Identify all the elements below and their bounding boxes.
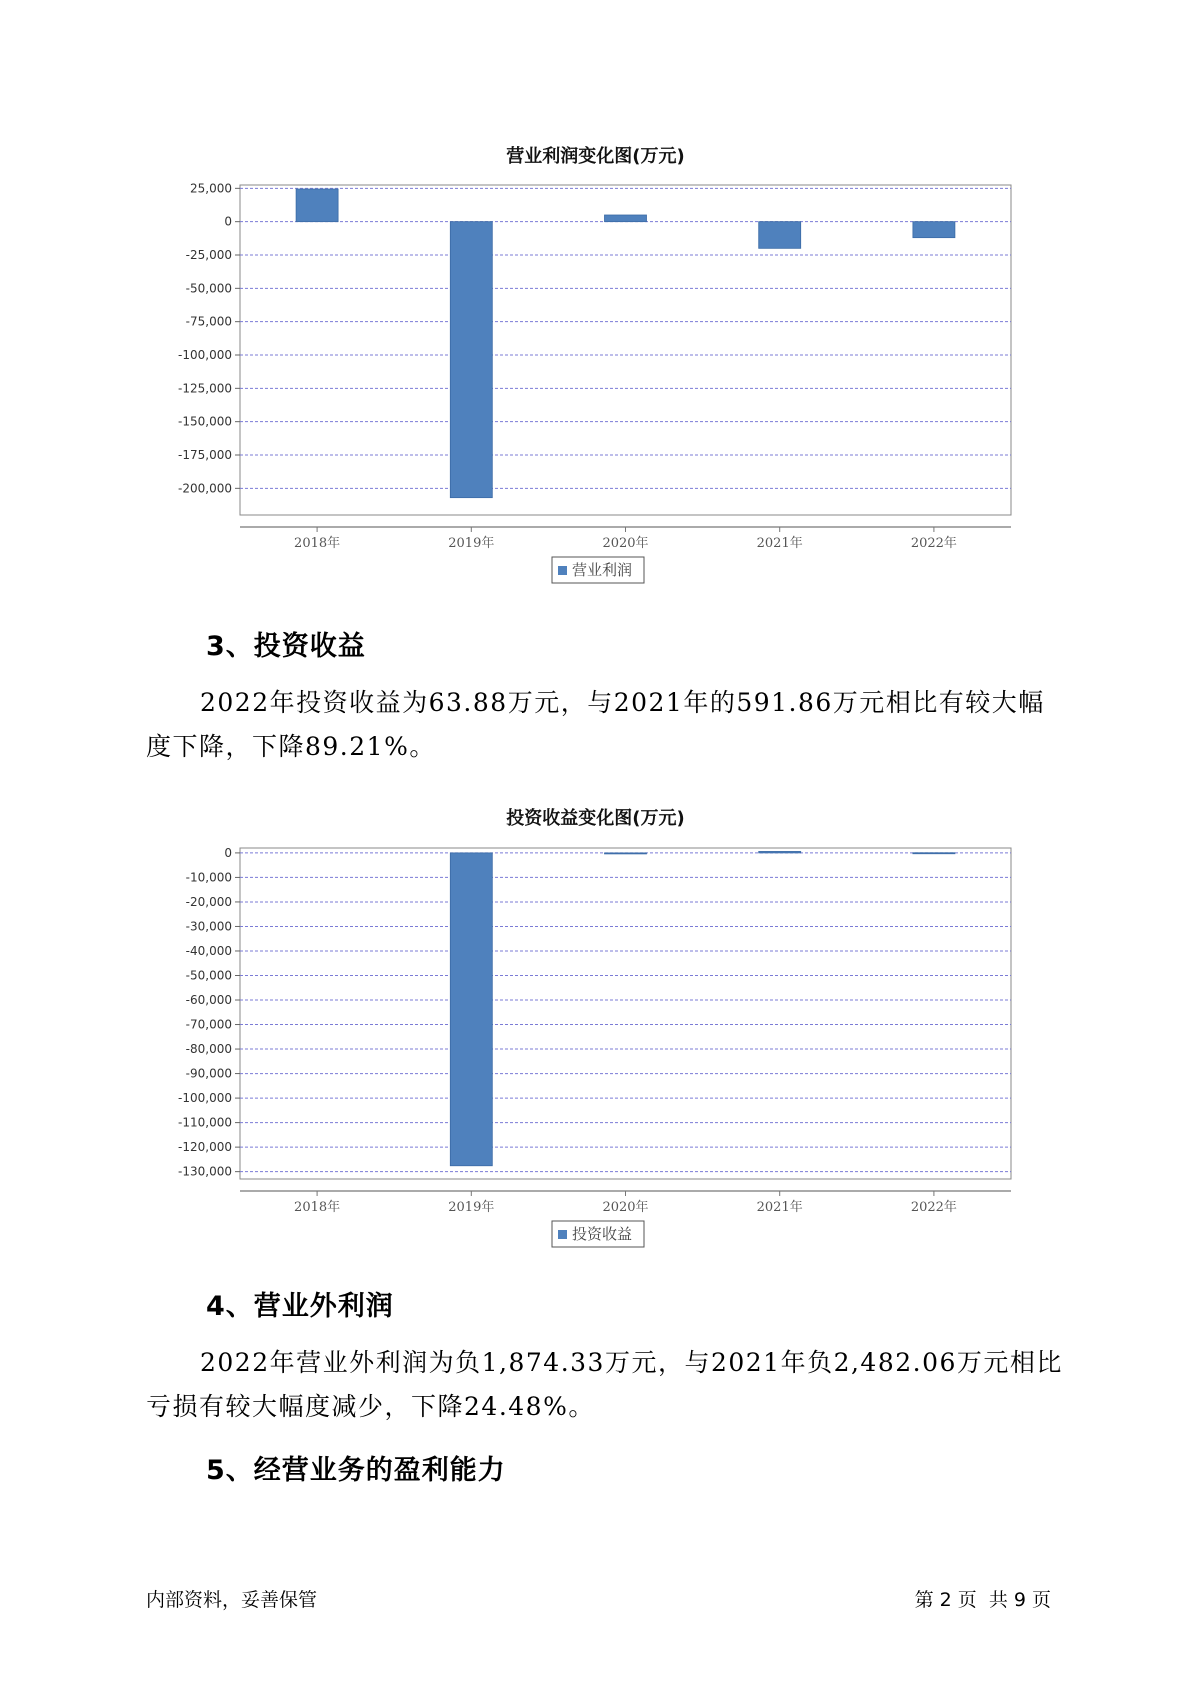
y-tick-label: -100,000: [178, 348, 232, 362]
bar-2022年: [913, 853, 955, 854]
y-tick-label: -100,000: [178, 1091, 232, 1106]
section-heading-non-operating-profit: 4、营业外利润: [206, 1291, 394, 1322]
footer-confidential-note: 内部资料，妥善保管: [146, 1589, 318, 1611]
y-tick-label: -80,000: [185, 1042, 232, 1057]
bar-2019年: [450, 222, 492, 498]
plot-area: [240, 185, 1011, 515]
y-tick-label: -175,000: [178, 448, 232, 462]
y-tick-label: -50,000: [185, 968, 232, 983]
y-tick-label: -25,000: [185, 248, 232, 262]
bar-2018年: [296, 189, 338, 222]
y-tick-label: 0: [224, 214, 232, 229]
bar-2019年: [450, 853, 492, 1166]
x-tick-label: 2021年: [756, 1200, 803, 1215]
x-tick-label: 2022年: [910, 1200, 957, 1215]
y-tick-label: -130,000: [178, 1164, 232, 1179]
bar-2022年: [913, 222, 955, 238]
y-tick-label: -40,000: [185, 943, 232, 958]
legend-swatch: [558, 566, 567, 575]
section-heading-operating-profitability: 5、经营业务的盈利能力: [206, 1455, 506, 1486]
operating-profit-chart: [0, 170, 1191, 590]
y-tick-label: -70,000: [185, 1017, 232, 1032]
y-tick-label: -110,000: [178, 1115, 232, 1130]
y-tick-label: -20,000: [185, 894, 232, 909]
y-tick-label: -30,000: [185, 919, 232, 934]
y-tick-label: -75,000: [185, 314, 232, 329]
legend-swatch: [558, 1230, 567, 1239]
y-tick-label: -50,000: [185, 281, 232, 296]
investment-income-chart: [0, 834, 1191, 1254]
chart-title-operating-profit: 营业利润变化图(万元): [506, 146, 685, 167]
legend-label: 营业利润: [572, 561, 633, 579]
section-heading-investment-income: 3、投资收益: [206, 631, 366, 662]
footer-page-number: 第 2 页 共 9 页: [914, 1589, 1051, 1611]
y-tick-label: 0: [224, 845, 232, 860]
y-tick-label: -125,000: [178, 381, 232, 396]
y-tick-label: -10,000: [185, 870, 232, 885]
chart-title-investment-income: 投资收益变化图(万元): [506, 808, 685, 829]
paragraph-non-operating-profit: 2022年营业外利润为负1,874.33万元，与2021年负2,482.06万元相比亏损有较大幅度减少，下降24.48%。: [146, 1348, 1063, 1421]
y-tick-label: -200,000: [178, 481, 232, 496]
x-tick-label: 2020年: [602, 536, 649, 551]
bar-2020年: [605, 215, 647, 222]
y-tick-label: -120,000: [178, 1140, 232, 1155]
x-tick-label: 2018年: [294, 1200, 341, 1215]
y-tick-label: -150,000: [178, 414, 232, 429]
x-tick-label: 2020年: [602, 1200, 649, 1215]
x-tick-label: 2022年: [910, 536, 957, 551]
legend-label: 投资收益: [572, 1225, 633, 1243]
x-tick-label: 2018年: [294, 536, 341, 551]
x-tick-label: 2019年: [448, 536, 495, 551]
paragraph-investment-income: 2022年投资收益为63.88万元，与2021年的591.86万元相比有较大幅度下降，下降89.21%。: [146, 688, 1045, 761]
plot-area: [240, 848, 1011, 1179]
y-tick-label: -90,000: [185, 1066, 232, 1081]
x-tick-label: 2019年: [448, 1200, 495, 1215]
x-tick-label: 2021年: [756, 536, 803, 551]
bar-2020年: [605, 853, 647, 854]
y-tick-label: -60,000: [185, 993, 232, 1008]
bar-2021年: [759, 222, 801, 249]
y-tick-label: 25,000: [190, 181, 232, 196]
bar-2021年: [759, 851, 801, 852]
